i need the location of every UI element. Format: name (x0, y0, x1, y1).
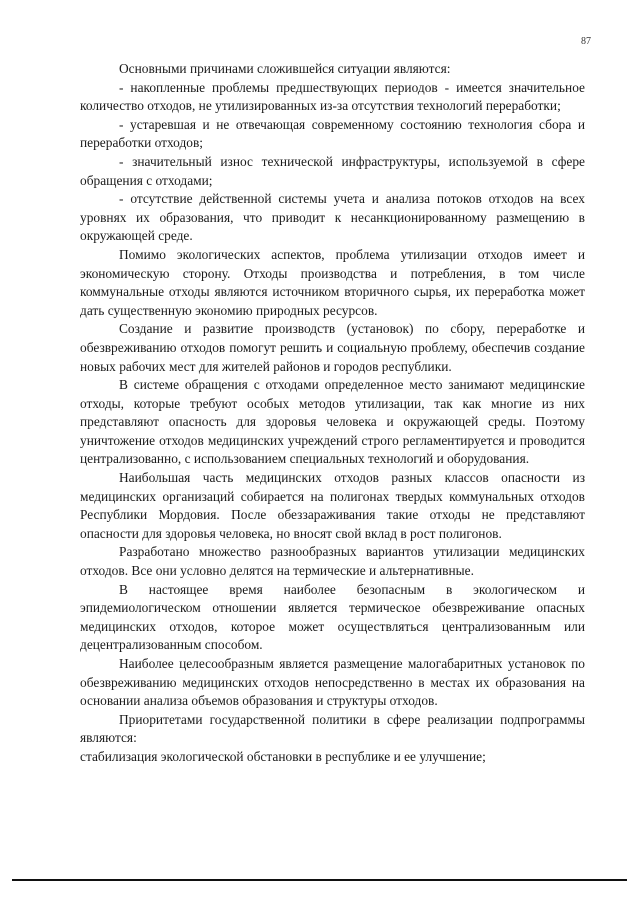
paragraph-causes-intro: Основными причинами сложившейся ситуации являются: (119, 61, 451, 76)
paragraph-social-problem: Создание и развитие производств (установок) по сбору, переработке и обезвреживанию отходов помогут решить и социальную проблему, обеспечив создание новых рабочих мест для жителей районов и городов республики. (80, 321, 585, 374)
paragraph-cause-no-accounting-system: - отсутствие действенной системы учета и анализа потоков отходов на всех уровнях их образования, что приводит к несанкционированному размещению в окружающей среде. (80, 191, 585, 244)
page-number: 87 (581, 36, 591, 47)
paragraph-medical-waste-landfills: Наибольшая часть медицинских отходов разных классов опасности из медицинских организаций собирается на полигонах твердых коммунальных отходов Республики Мордовия. После обеззараживания такие отходы не представляют опасности для здоровья человека, но вносят свой вклад в рост полигонов. (80, 470, 585, 541)
paragraph-cause-accumulated-problems: - накопленные проблемы предшествующих периодов - имеется значительное количество отходов, не утилизированных из-за отсутствия технологий переработки; (80, 79, 585, 114)
paragraph-cause-outdated-technology: - устаревшая и не отвечающая современному состоянию технология сбора и переработки отходов; (80, 116, 585, 151)
paragraph-thermal-disposal: В настоящее время наиболее безопасным в экологическом и эпидемиологическом отношении является термическое обезвреживание опасных медицинских отходов, которое может осуществляться централизованным или децентрализованным способом. (80, 581, 585, 653)
paragraph-disposal-options: Разработано множество разнообразных вариантов утилизации медицинских отходов. Все они условно делятся на термические и альтернативные. (80, 544, 585, 579)
body-text (80, 60, 585, 767)
paragraph-medical-waste: В системе обращения с отходами определенное место занимают медицинские отходы, которые требуют особых методов утилизации, так как многие из них представляют опасность для здоровья человека и окружающей среды. Поэтому уничтожение отходов медицинских учреждений строго регламентируется и проводится централизованно, с использованием специальных технологий и оборудования. (80, 377, 585, 467)
paragraph-small-installations: Наиболее целесообразным является размещение малогабаритных установок по обезвреживанию медицинских отходов непосредственно в местах их образования на основании анализа объемов образования и структуры отходов. (80, 656, 585, 709)
page-bottom-rule (12, 879, 627, 881)
paragraph-cause-infrastructure-wear: - значительный износ технической инфраструктуры, используемой в сфере обращения с отходами; (80, 153, 585, 188)
paragraph-priority-stabilization: стабилизация экологической обстановки в республике и ее улучшение; (80, 748, 486, 764)
paragraph-economic-aspect: Помимо экологических аспектов, проблема утилизации отходов имеет и экономическую сторону. Отходы производства и потребления, в том числе коммунальные отходы являются источником вторичного сырья, их переработка может дать существенную экономию природных ресурсов. (80, 246, 585, 318)
paragraph-policy-priorities: Приоритетами государственной политики в сфере реализации подпрограммы являются: (80, 711, 585, 746)
